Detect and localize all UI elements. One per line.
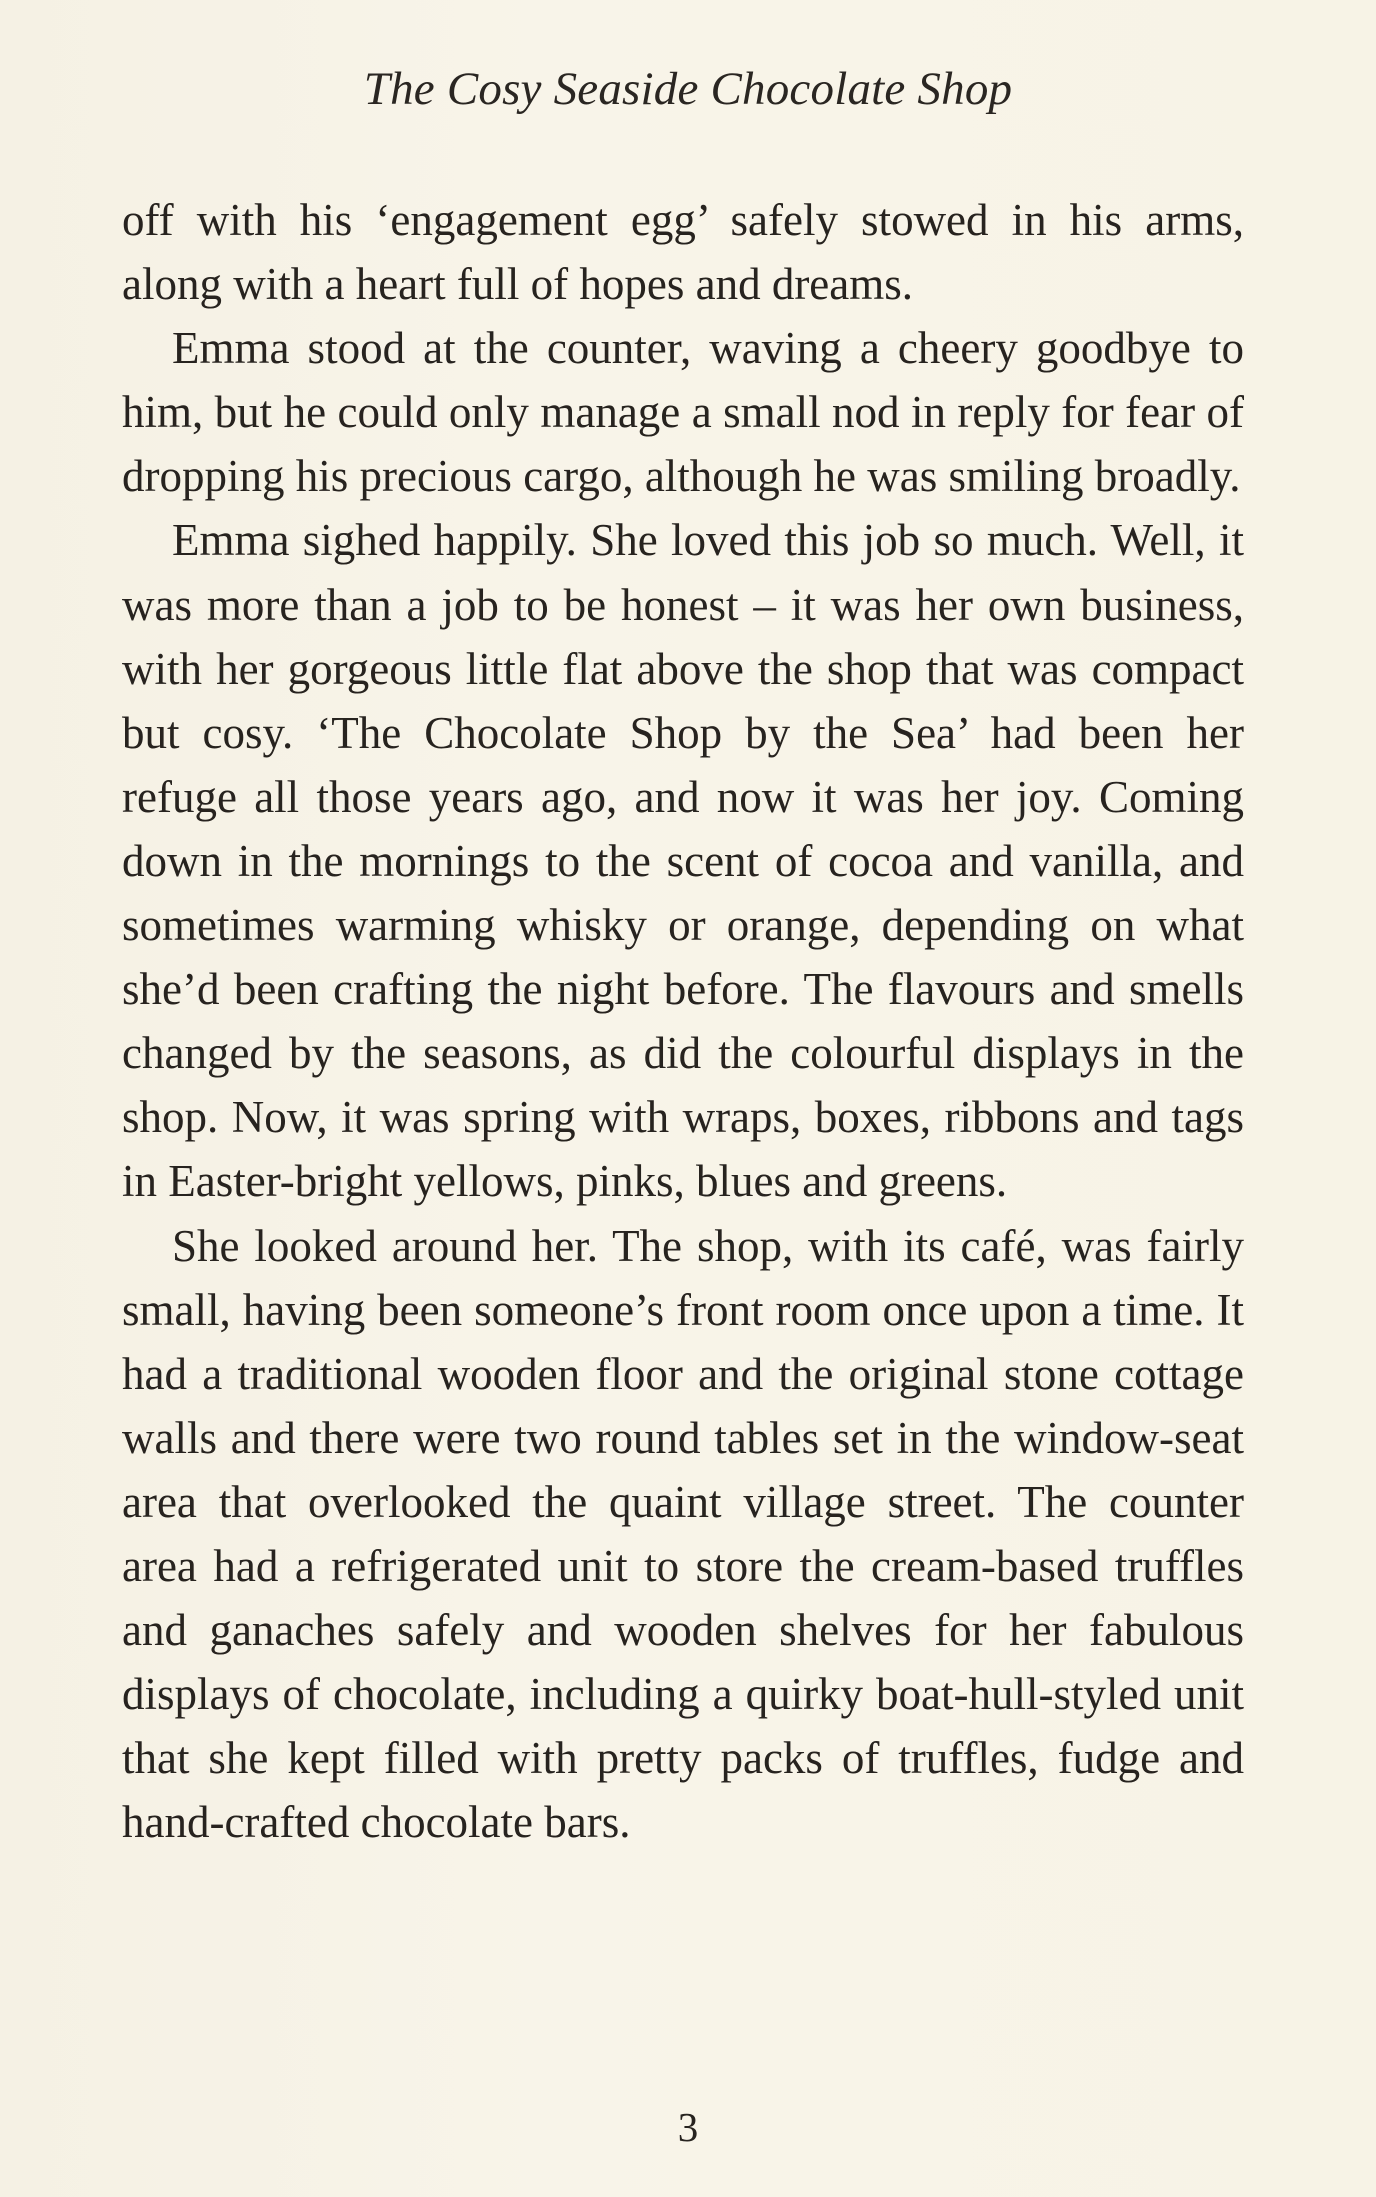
paragraph-2: Emma stood at the counter, waving a cheery goodbye to him, but he could only manage a small nod in reply for fear of dropping his precious cargo, although he was smiling broadly. [122, 323, 1244, 502]
paragraph-4: She looked around her. The shop, with its café, was fairly small, having been someone’s front room once upon a time. It had a traditional wooden floor and the original stone cottage walls and there were two round tables set in the window-seat area that overlooked the quaint village street. The counter area had a refrigerated unit to store the cream-based truffles and ganaches safely and wooden shelves for her fabulous displays of chocolate, including a quirky boat-hull-styled unit that she kept filled with pretty packs of truffles, fudge and hand-crafted chocolate bars. [122, 1220, 1244, 1848]
body-text [122, 188, 1244, 1854]
paragraph-3: Emma sighed happily. She loved this job so much. Well, it was more than a job to be honest – it was her own business, with her gorgeous little flat above the shop that was compact but cosy. ‘The Chocolate Shop by the Sea’ had been her refuge all those years ago, and now it was her joy. Coming down in the mornings to the scent of cocoa and vanilla, and sometimes warming whisky or orange, depending on what she’d been crafting the night before. The flavours and smells changed by the seasons, as did the colourful displays in the shop. Now, it was spring with wraps, boxes, ribbons and tags in Easter-bright yellows, pinks, blues and greens. [122, 515, 1244, 1207]
running-head-title: The Cosy Seaside Chocolate Shop [363, 63, 1013, 115]
page-number: 3 [677, 2104, 699, 2150]
paragraph-1: off with his ‘engagement egg’ safely stowed in his arms, along with a heart full of hopes and dreams. [122, 195, 1244, 310]
